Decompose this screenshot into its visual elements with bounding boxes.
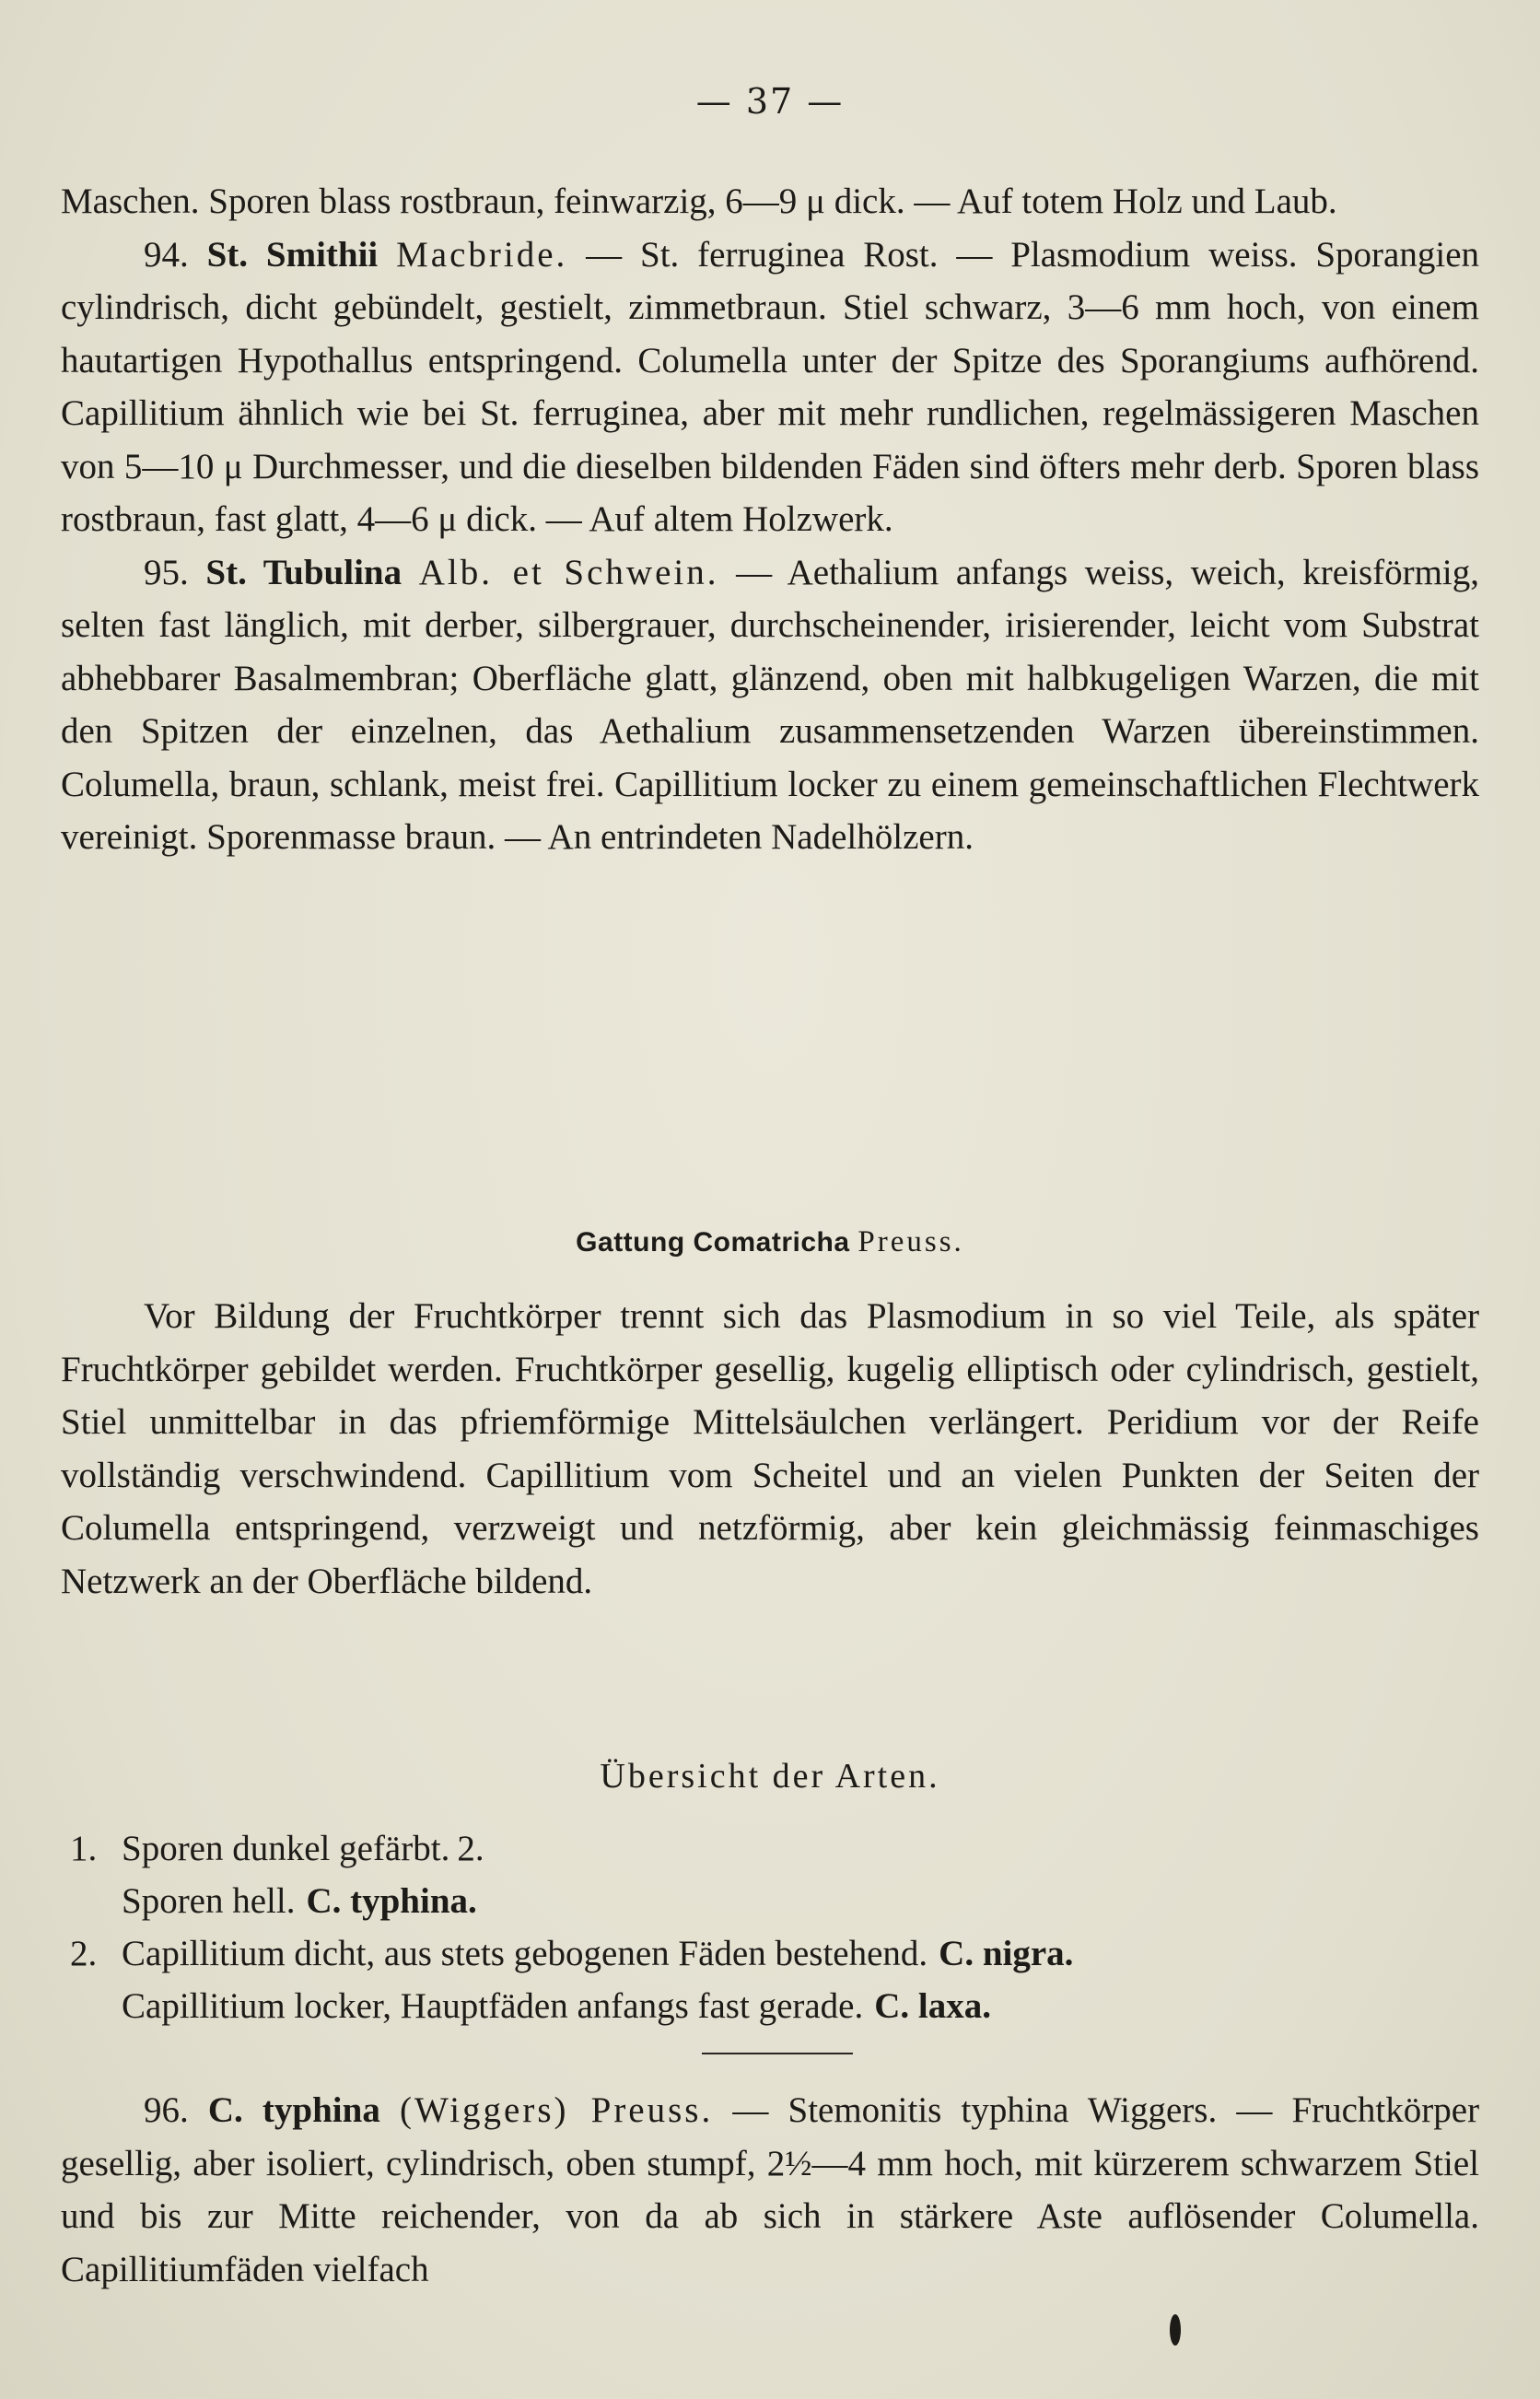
key-title: Übersicht der Arten. <box>600 1757 940 1796</box>
key-row-species: C. nigra. <box>939 1934 1074 1973</box>
species-name: St. Smithii <box>206 234 379 275</box>
species-author: Macbride. <box>396 234 568 275</box>
species-text-block-2 <box>61 2084 1479 2296</box>
genus-description: Vor Bildung der Fruchtkörper trennt sich das Plasmodium in so viel Teile, als später Fruchtkörper gebildet werden. Fruchtkörper gesellig, kugelig elliptisch oder cylindrisch, gestielt, Stiel unmittelbar in das pfriemförmige Mittelsäulchen verlängert. Peridium vor der Reife vollständig verschwindend. Capillitium vom Scheitel und an vielen Punkten der Seiten der Columella entspringend, verzweigt und netzförmig, aber kein gleichmässig feinmaschiges Netzwerk an der Oberfläche bildend. <box>61 1296 1479 1601</box>
species-number: 96. <box>144 2090 189 2130</box>
species-entry-95 <box>61 546 1479 864</box>
key-row-number: 2. <box>70 1934 98 1973</box>
key-row <box>70 1927 1470 1980</box>
key-row <box>70 1980 1470 2032</box>
species-number: 95. <box>144 552 189 592</box>
paragraph-continuation: Maschen. Sporen blass rostbraun, feinwarzig, 6—9 μ dick. — Auf totem Holz und Laub. <box>61 181 1337 221</box>
key-row <box>70 1822 1470 1875</box>
key-row-species: C. laxa. <box>874 1986 991 2026</box>
genus-description-block <box>61 1290 1479 1608</box>
section-divider <box>702 2053 853 2054</box>
key-row-text: Capillitium dicht, aus stets gebogenen Fäden bestehend. <box>122 1934 928 1973</box>
species-entry-96 <box>61 2084 1479 2296</box>
species-description: — Stemonitis typhina Wiggers. — Fruchtkörper gesellig, aber isoliert, cylindrisch, oben stumpf, 2½—4 mm hoch, mit kürzerem schwarzem Stiel und bis zur Mitte reichender, von da ab sich in stärkere Aste auflösender Columella. Capillitiumfäden vielfach <box>61 2090 1480 2289</box>
key-row-text: Sporen hell. <box>122 1881 296 1921</box>
key-row-number: 1. <box>70 1829 98 1868</box>
key-row-text: Sporen dunkel gefärbt. <box>122 1829 450 1868</box>
species-name: C. typhina <box>207 2090 380 2130</box>
key-row-number <box>70 1980 122 2032</box>
key-row <box>70 1875 1470 1927</box>
species-description: — St. ferruginea Rost. — Plasmodium weiss. Sporangien cylindrisch, dicht gebündelt, gestielt, zimmetbraun. Stiel schwarz, 3—6 mm hoch, von einem hautartigen Hypothallus entspringend. Columella unter der Spitze des Sporangiums aufhörend. Capillitium ähnlich wie bei St. ferruginea, aber mit mehr rundlichen, regelmässigeren Maschen von 5—10 μ Durchmesser, und die dieselben bildenden Fäden sind öfters mehr derb. Sporen blass rostbraun, fast glatt, 4—6 μ dick. — Auf altem Holzwerk. <box>61 234 1480 539</box>
species-author: Alb. et Schwein. <box>418 552 719 592</box>
species-author: (Wiggers) Preuss. <box>399 2090 714 2130</box>
key-row-text: Capillitium locker, Hauptfäden anfangs fast gerade. <box>122 1986 864 2026</box>
page-number: — 37 — <box>695 81 845 122</box>
species-number: 94. <box>144 234 189 275</box>
genus-author: Preuss. <box>858 1225 964 1258</box>
key-row-reference: 2. <box>457 1829 484 1868</box>
species-key <box>70 1822 1470 2032</box>
key-row-species: C. typhina. <box>306 1881 477 1921</box>
species-text-block-1 <box>61 175 1479 864</box>
genus-heading <box>0 1225 1540 1259</box>
genus-title: Gattung Comatricha <box>576 1227 850 1258</box>
ink-speck <box>1170 2314 1181 2346</box>
species-description: — Aethalium anfangs weiss, weich, kreisförmig, selten fast länglich, mit derber, silbergrauer, durchscheinender, irisierender, leicht vom Substrat abhebbarer Basalmembran; Oberfläche glatt, glänzend, oben mit halbkugeligen Warzen, die mit den Spitzen der einzelnen, das Aethalium zusammensetzenden Warzen übereinstimmen. Columella, braun, schlank, meist frei. Capillitium locker zu einem gemeinschaftlichen Flechtwerk vereinigt. Sporenmasse braun. — An entrindeten Nadelhölzern. <box>61 552 1480 857</box>
species-name: St. Tubulina <box>205 552 402 592</box>
key-row-number <box>70 1875 122 1927</box>
species-entry-94 <box>61 228 1479 546</box>
